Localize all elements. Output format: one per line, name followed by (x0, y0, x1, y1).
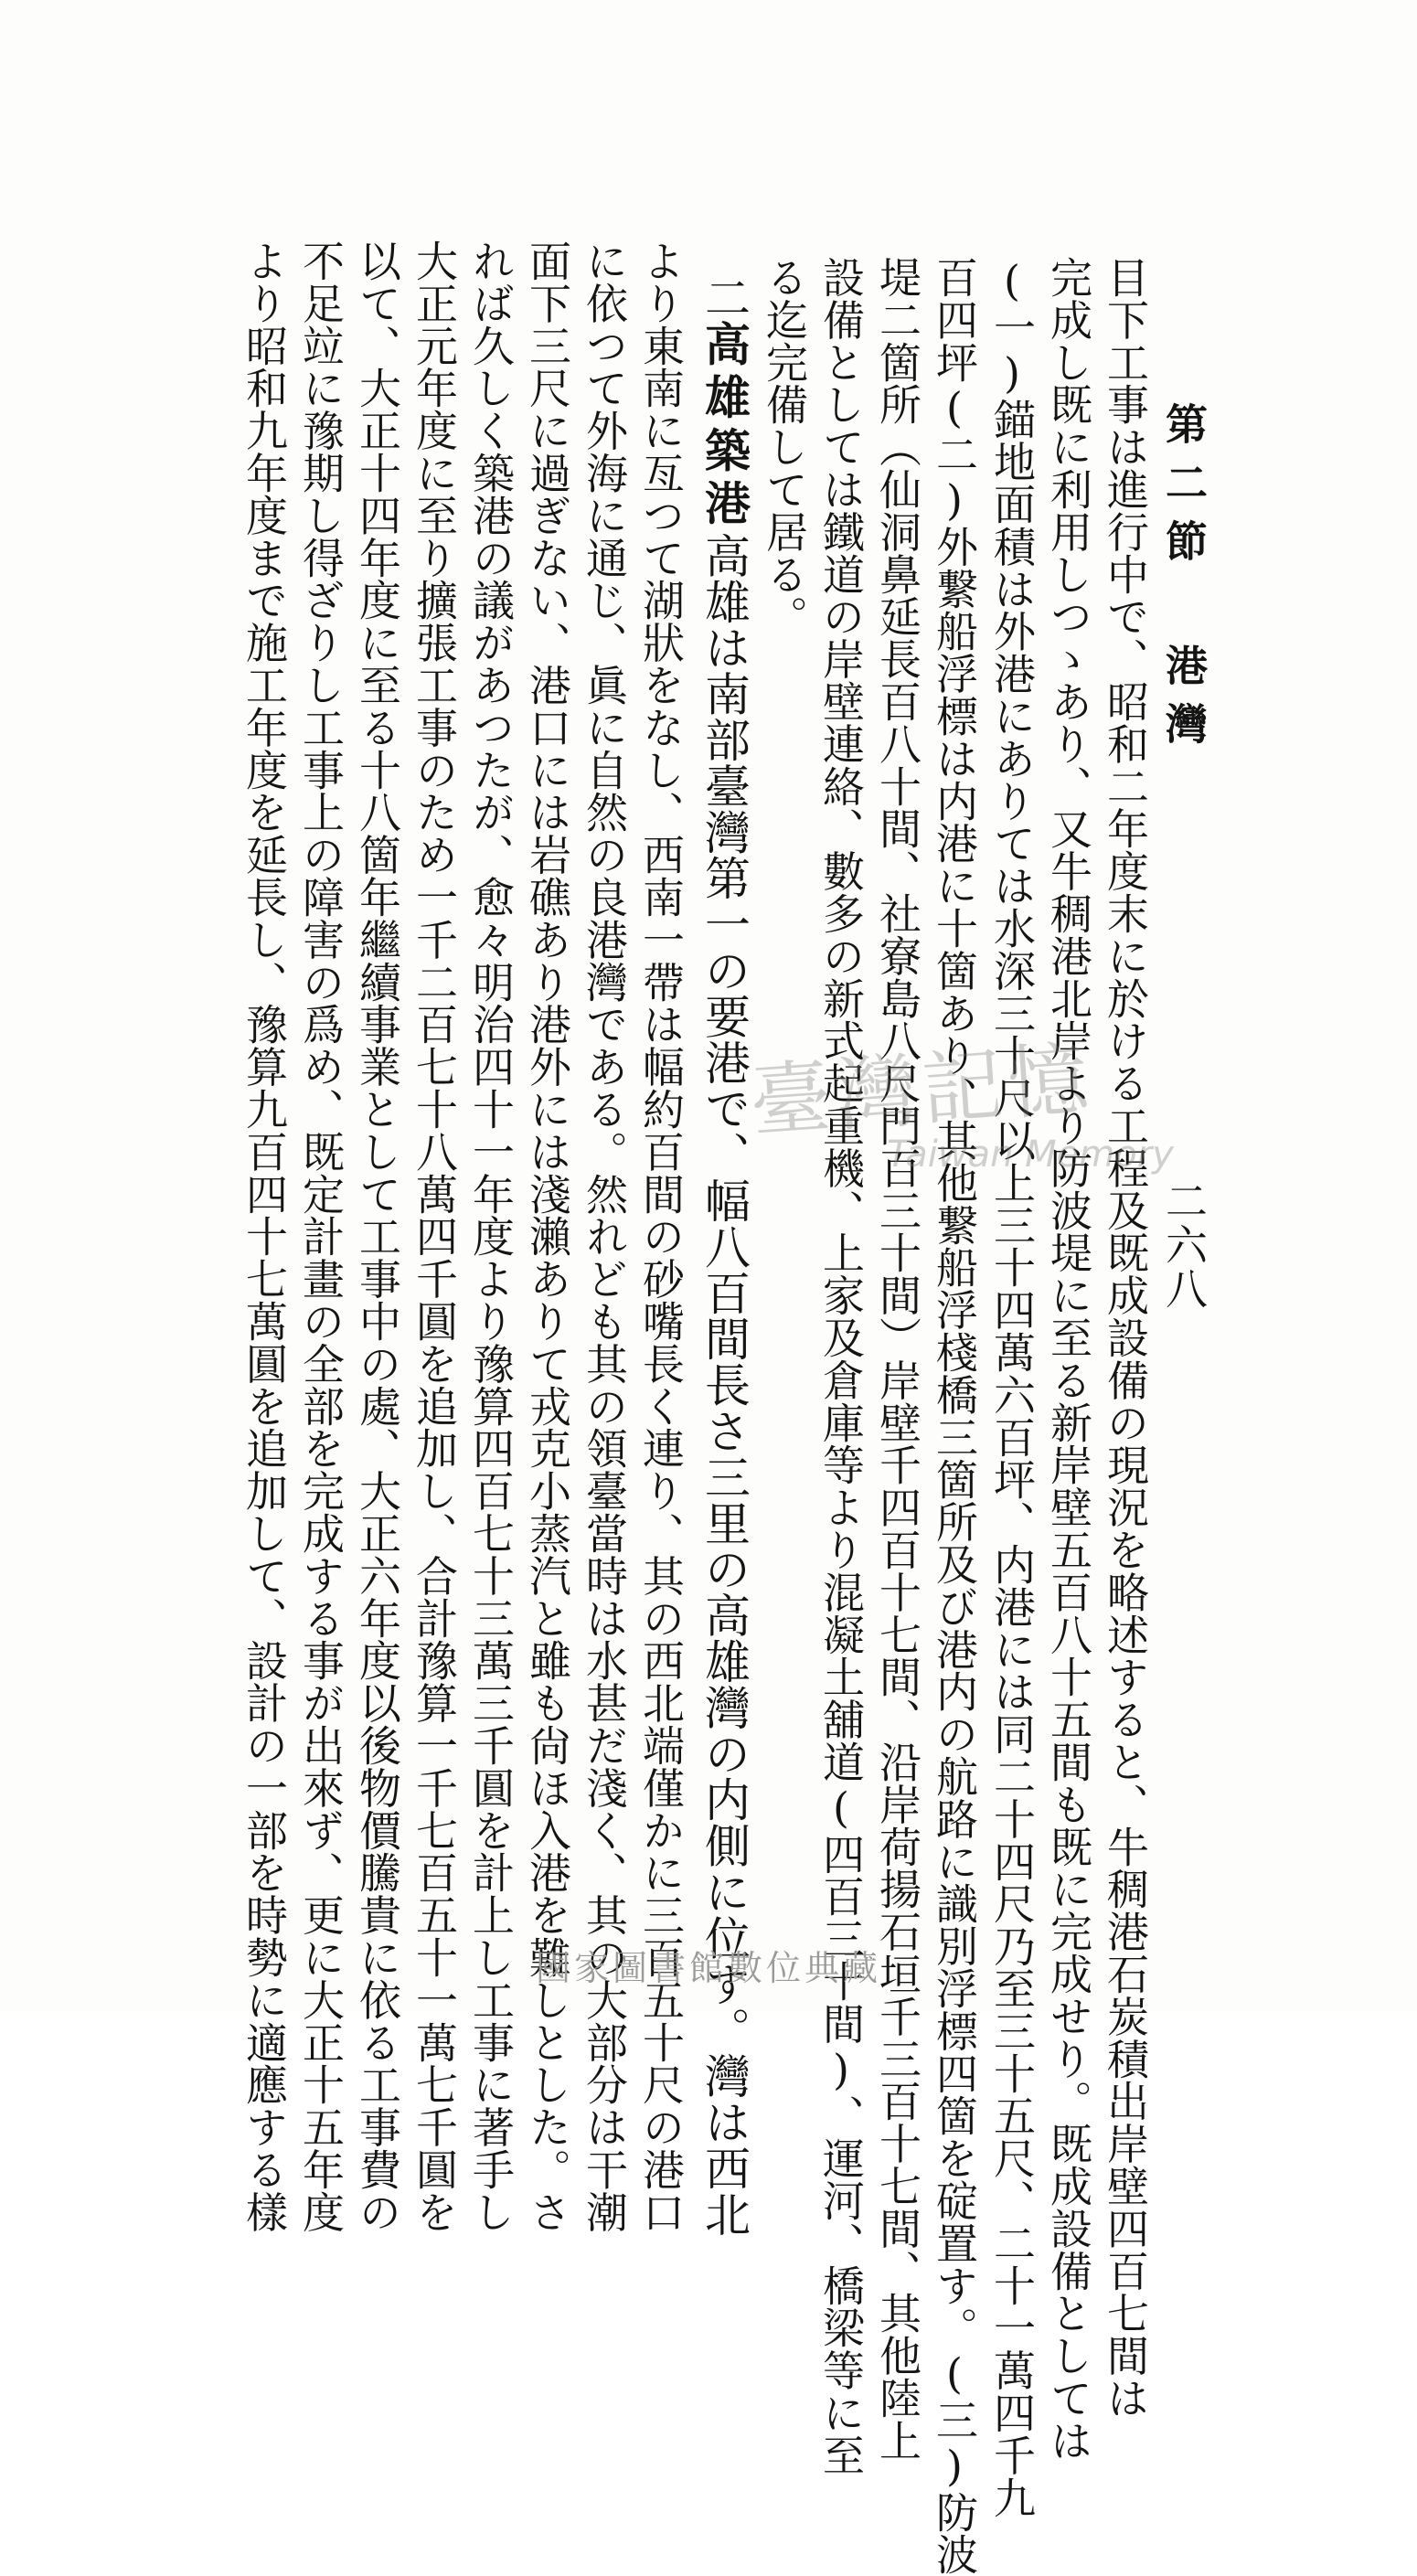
text-column: 堤二箇所（仙洞鼻延長百八十間、社寮島八尺門百三十間）岸壁千四百十七間、沿岸荷揚石垣千三百十七間、其他陸上 (873, 256, 922, 2462)
text-column: 百四坪(二)外繋船浮標は内港に十箇あり、其他繋船浮棧橋三箇所及び港内の航路に識別浮標四箇を碇置す。(三)防波 (930, 256, 979, 2576)
watermark-chinese: 臺灣記憶 (747, 1031, 1097, 1150)
heading-first-line: 高雄は南部臺灣第一の要港で、幅八百間長さ三里の高雄灣の内側に位す。灣は西北 (698, 532, 751, 2238)
text-column: れば久しく築港の議があつたが、愈々明治四十一年度より豫算四百七十三萬三千圓を計上し工事に著手し (466, 240, 516, 2233)
text-column: より昭和九年度まで施工年度を延長し、豫算九百四十七萬圓を追加して、設計の一部を時勢に適應する樣 (240, 240, 289, 2233)
text-column: (一)錨地面積は外港にありては水深三十尺以上三十四萬六百坪、内港には同二十四尺乃至三十五尺、二十一萬四千九 (987, 256, 1037, 2519)
text-column: 目下工事は進行中で、昭和二年度末に於ける工程及既成設備の現況を略述すると、牛稠港石炭積出岸壁四百七間は (1101, 256, 1150, 2420)
text-column: 以て、大正十四年度に至る十八箇年繼續事業として工事中の處、大正六年度以後物價騰貴に依る工事費の (353, 240, 402, 2233)
text-column: 完成し既に利用しつゝあり、又牛稠港北岸より防波堤に至る新岸壁五百八十五間も既に完成せり。既成設備としては (1044, 256, 1093, 2462)
section-title: 第二節 港灣 (1159, 402, 1209, 761)
text-column: 面下三尺に過ぎない、港口には岩礁あり港外には淺瀨ありて戎克小蒸汽と雖も尙ほ入港を難しとした。さ (523, 240, 572, 2233)
text-column: 設備としては鐵道の岸壁連絡、數多の新式起重機、上家及倉庫等より混凝土舖道(四百三十間)、運河、橋梁等に至 (816, 256, 866, 2476)
text-column: る迄完備して居る。 (760, 256, 809, 638)
text-column: より東南に亙つて湖狀をなし、西南一帶は幅約百間の砂嘴長く連り、其の西北端僅かに三百五十尺の港口 (636, 240, 686, 2233)
heading-title: 高雄築港 (698, 320, 751, 533)
text-column: に依つて外海に通じ、眞に自然の良港灣である。然れども其の領臺當時は水甚だ淺く、其の大部分は干潮 (580, 240, 629, 2233)
library-footer: 國家圖書館數位典藏 (535, 1948, 881, 1988)
heading-number: 二 (698, 274, 751, 321)
page-number: 二六八 (1159, 1179, 1209, 1311)
watermark-english: Taiwan Memory (887, 1134, 1174, 1176)
text-column: 不足竝に豫期し得ざりし工事上の障害の爲め、既定計畫の全部を完成する事が出來ず、更に大正十五年度 (296, 240, 346, 2233)
text-column: 大正元年度に至り擴張工事のため一千二百七十八萬四千圓を追加し、合計豫算一千七百五十一萬七千圓を (410, 240, 459, 2233)
